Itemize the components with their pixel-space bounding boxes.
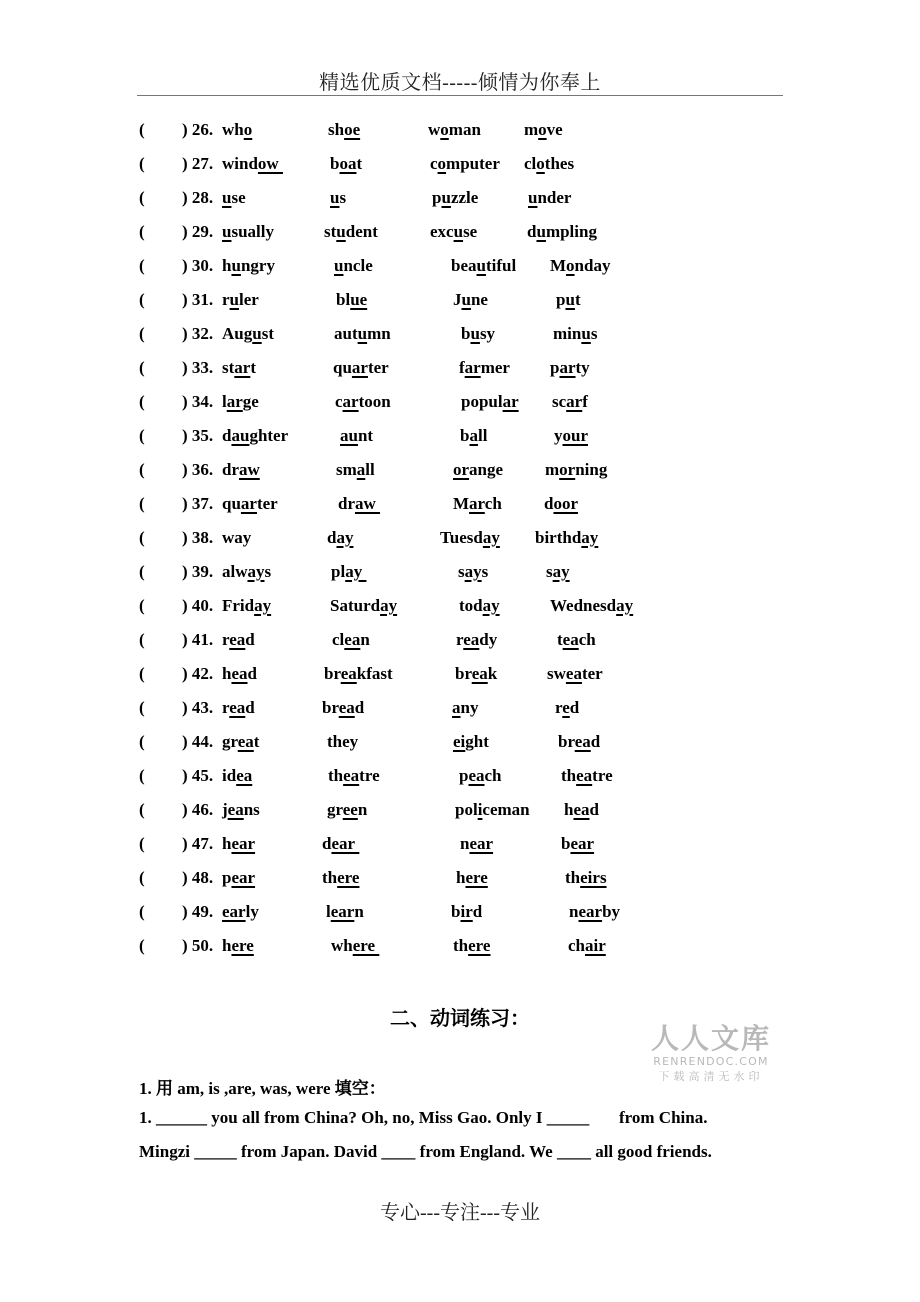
word-option-2: us <box>330 188 347 207</box>
word-option-1: August <box>222 324 274 343</box>
question-number: ) 34. <box>182 392 214 411</box>
exercise-row <box>0 154 920 180</box>
word-option-1: jeans <box>222 800 260 819</box>
word-option-2: where <box>331 936 380 955</box>
word-option-1: pear <box>222 868 256 887</box>
exercise-row <box>0 426 920 452</box>
exercise-row <box>0 630 920 656</box>
exercise-line-1: 1. ______ you all from China? Oh, no, Miss Gao. Only I _____ from China. <box>139 1108 708 1127</box>
answer-blank-open[interactable]: ( <box>139 426 145 445</box>
word-option-3: peach <box>459 766 502 785</box>
word-option-1: always <box>222 562 272 581</box>
exercise-row <box>0 834 920 860</box>
word-option-3: woman <box>428 120 481 139</box>
exercise-row <box>0 732 920 758</box>
exercise-row <box>0 358 920 384</box>
word-option-3: any <box>452 698 479 717</box>
question-number: ) 32. <box>182 324 214 343</box>
question-number: ) 36. <box>182 460 214 479</box>
word-option-3: orange <box>453 460 504 479</box>
question-number: ) 37. <box>182 494 214 513</box>
word-option-1: who <box>222 120 253 139</box>
word-option-4: say <box>546 562 570 581</box>
word-option-1: read <box>222 630 255 649</box>
question-number: ) 49. <box>182 902 214 921</box>
word-option-4: clothes <box>524 154 575 173</box>
word-option-2: quarter <box>333 358 389 377</box>
exercise-row <box>0 868 920 894</box>
exercise-row <box>0 324 920 350</box>
word-option-4: birthday <box>535 528 599 547</box>
answer-blank-open[interactable]: ( <box>139 358 145 377</box>
word-option-4: Wednesday <box>550 596 634 615</box>
question-number: ) 31. <box>182 290 214 309</box>
answer-blank-open[interactable]: ( <box>139 392 145 411</box>
word-option-4: sweater <box>547 664 603 683</box>
exercise-row <box>0 392 920 418</box>
word-option-4: nearby <box>569 902 621 921</box>
watermark <box>646 1017 776 1084</box>
question-number: ) 45. <box>182 766 214 785</box>
word-option-1: idea <box>222 766 253 785</box>
exercise-line-2: Mingzi _____ from Japan. David ____ from England. We ____ all good friends. <box>139 1142 712 1161</box>
question-number: ) 47. <box>182 834 214 853</box>
word-option-3: near <box>460 834 494 853</box>
word-option-2: aunt <box>340 426 374 445</box>
word-option-4: door <box>544 494 579 513</box>
word-option-4: bread <box>558 732 601 751</box>
word-option-1: daughter <box>222 426 289 445</box>
exercise-row <box>0 698 920 724</box>
word-option-3: Tuesday <box>440 528 500 547</box>
word-option-4: morning <box>545 460 608 479</box>
question-number: ) 46. <box>182 800 214 819</box>
exercise-row <box>0 766 920 792</box>
page-footer: 专心---专注---专业 <box>380 1202 540 1224</box>
word-option-3: popular <box>461 392 519 411</box>
word-option-3: computer <box>430 154 500 173</box>
answer-blank-open[interactable]: ( <box>139 596 145 615</box>
question-number: ) 41. <box>182 630 214 649</box>
word-option-2: they <box>327 732 359 751</box>
exercise-row <box>0 494 920 520</box>
exercise-row <box>0 188 920 214</box>
exercise-row <box>0 902 920 928</box>
word-option-2: cartoon <box>335 392 391 411</box>
answer-blank-open[interactable]: ( <box>139 732 145 751</box>
word-option-4: dumpling <box>527 222 597 241</box>
exercise-row <box>0 596 920 622</box>
exercise-row <box>0 664 920 690</box>
answer-blank-open[interactable]: ( <box>139 698 145 717</box>
word-option-4: head <box>564 800 599 819</box>
answer-blank-open[interactable]: ( <box>139 256 145 275</box>
word-option-3: June <box>453 290 488 309</box>
word-option-3: break <box>455 664 498 683</box>
word-option-2: play <box>331 562 367 581</box>
answer-blank-open[interactable]: ( <box>139 324 145 343</box>
word-option-2: bread <box>322 698 365 717</box>
word-option-3: policeman <box>455 800 530 819</box>
word-option-2: small <box>336 460 375 479</box>
answer-blank-open[interactable]: ( <box>139 528 145 547</box>
exercise-row <box>0 222 920 248</box>
question-number: ) 35. <box>182 426 214 445</box>
answer-blank-open[interactable]: ( <box>139 290 145 309</box>
word-option-1: hungry <box>222 256 275 275</box>
word-option-2: theatre <box>328 766 380 785</box>
word-option-1: use <box>222 188 246 207</box>
question-number: ) 29. <box>182 222 214 241</box>
exercise-instruction: 1. 用 am, is ,are, was, were 填空： <box>139 1079 386 1098</box>
answer-blank-open[interactable]: ( <box>139 460 145 479</box>
question-number: ) 42. <box>182 664 214 683</box>
word-option-3: today <box>459 596 500 615</box>
word-option-1: large <box>222 392 259 411</box>
word-option-2: boat <box>330 154 363 173</box>
word-option-3: beautiful <box>451 256 517 275</box>
word-option-2: day <box>327 528 354 547</box>
word-option-2: green <box>327 800 368 819</box>
answer-blank-open[interactable]: ( <box>139 936 145 955</box>
word-option-1: usually <box>222 222 274 241</box>
word-option-2: draw <box>338 494 381 513</box>
watermark-logo: 人人文库 <box>650 1022 771 1055</box>
question-number: ) 33. <box>182 358 214 377</box>
word-option-3: says <box>458 562 489 581</box>
question-number: ) 27. <box>182 154 214 173</box>
word-option-1: window <box>222 154 283 173</box>
word-option-2: shoe <box>328 120 361 139</box>
word-option-2: there <box>322 868 360 887</box>
answer-blank-open[interactable]: ( <box>139 222 145 241</box>
exercise-row <box>0 290 920 316</box>
word-option-1: read <box>222 698 255 717</box>
word-option-4: theirs <box>565 868 607 887</box>
word-option-1: great <box>222 732 260 751</box>
question-number: ) 28. <box>182 188 214 207</box>
word-option-4: under <box>528 188 572 207</box>
word-option-3: farmer <box>459 358 510 377</box>
question-number: ) 43. <box>182 698 214 717</box>
word-option-1: hear <box>222 834 256 853</box>
answer-blank-open[interactable]: ( <box>139 664 145 683</box>
answer-blank-open[interactable]: ( <box>139 834 145 853</box>
word-option-2: learn <box>326 902 364 921</box>
word-option-2: autumn <box>334 324 391 343</box>
question-number: ) 30. <box>182 256 214 275</box>
exercise-row <box>0 256 920 282</box>
word-option-3: bird <box>451 902 483 921</box>
answer-blank-open[interactable]: ( <box>139 154 145 173</box>
question-number: ) 40. <box>182 596 214 615</box>
word-option-1: start <box>222 358 256 377</box>
word-option-1: head <box>222 664 257 683</box>
header-rule <box>137 95 783 96</box>
word-option-3: ready <box>456 630 498 649</box>
exercise-row <box>0 800 920 826</box>
question-number: ) 38. <box>182 528 214 547</box>
question-number: ) 39. <box>182 562 214 581</box>
word-option-1: early <box>222 902 259 921</box>
word-option-1: quarter <box>222 494 278 513</box>
answer-blank-open[interactable]: ( <box>139 868 145 887</box>
word-option-3: excuse <box>430 222 478 241</box>
word-option-2: Saturday <box>330 596 398 615</box>
word-option-1: Friday <box>222 596 272 615</box>
word-option-4: teach <box>557 630 596 649</box>
word-option-4: party <box>550 358 590 377</box>
watermark-subtitle: 下载高清无水印 <box>658 1070 764 1083</box>
word-option-2: uncle <box>334 256 373 275</box>
question-number: ) 48. <box>182 868 214 887</box>
word-option-4: move <box>524 120 563 139</box>
word-option-4: scarf <box>552 392 588 411</box>
word-option-2: clean <box>332 630 370 649</box>
exercise-row <box>0 120 920 146</box>
word-option-4: chair <box>568 936 606 955</box>
watermark-url: RENRENDOC.COM <box>653 1055 769 1068</box>
question-number: ) 50. <box>182 936 214 955</box>
section-title: 二、动词练习： <box>390 1008 530 1030</box>
answer-blank-open[interactable]: ( <box>139 120 145 139</box>
word-option-4: red <box>555 698 580 717</box>
word-option-3: busy <box>461 324 496 343</box>
word-option-2: student <box>324 222 378 241</box>
word-option-3: eight <box>453 732 489 751</box>
word-option-2: blue <box>336 290 368 309</box>
exercise-row <box>0 936 920 962</box>
word-option-3: puzzle <box>432 188 479 207</box>
exercise-row <box>0 528 920 554</box>
exercise-row <box>0 562 920 588</box>
page-header: 精选优质文档-----倾情为你奉上 <box>319 72 601 94</box>
word-option-1: way <box>222 528 252 547</box>
word-option-4: minus <box>553 324 598 343</box>
word-option-1: draw <box>222 460 260 479</box>
answer-blank-open[interactable]: ( <box>139 562 145 581</box>
question-number: ) 44. <box>182 732 214 751</box>
answer-blank-open[interactable]: ( <box>139 800 145 819</box>
word-option-4: Monday <box>550 256 611 275</box>
exercise-row <box>0 460 920 486</box>
word-option-4: theatre <box>561 766 613 785</box>
answer-blank-open[interactable]: ( <box>139 902 145 921</box>
word-option-3: there <box>453 936 491 955</box>
word-option-2: dear <box>322 834 360 853</box>
answer-blank-open[interactable]: ( <box>139 766 145 785</box>
word-option-4: bear <box>561 834 595 853</box>
word-option-4: your <box>554 426 588 445</box>
word-option-2: breakfast <box>324 664 393 683</box>
word-option-3: March <box>453 494 502 513</box>
answer-blank-open[interactable]: ( <box>139 494 145 513</box>
answer-blank-open[interactable]: ( <box>139 188 145 207</box>
word-option-3: ball <box>460 426 488 445</box>
word-option-1: ruler <box>222 290 259 309</box>
question-number: ) 26. <box>182 120 214 139</box>
word-option-1: here <box>222 936 254 955</box>
word-option-4: put <box>556 290 581 309</box>
word-option-3: here <box>456 868 488 887</box>
answer-blank-open[interactable]: ( <box>139 630 145 649</box>
